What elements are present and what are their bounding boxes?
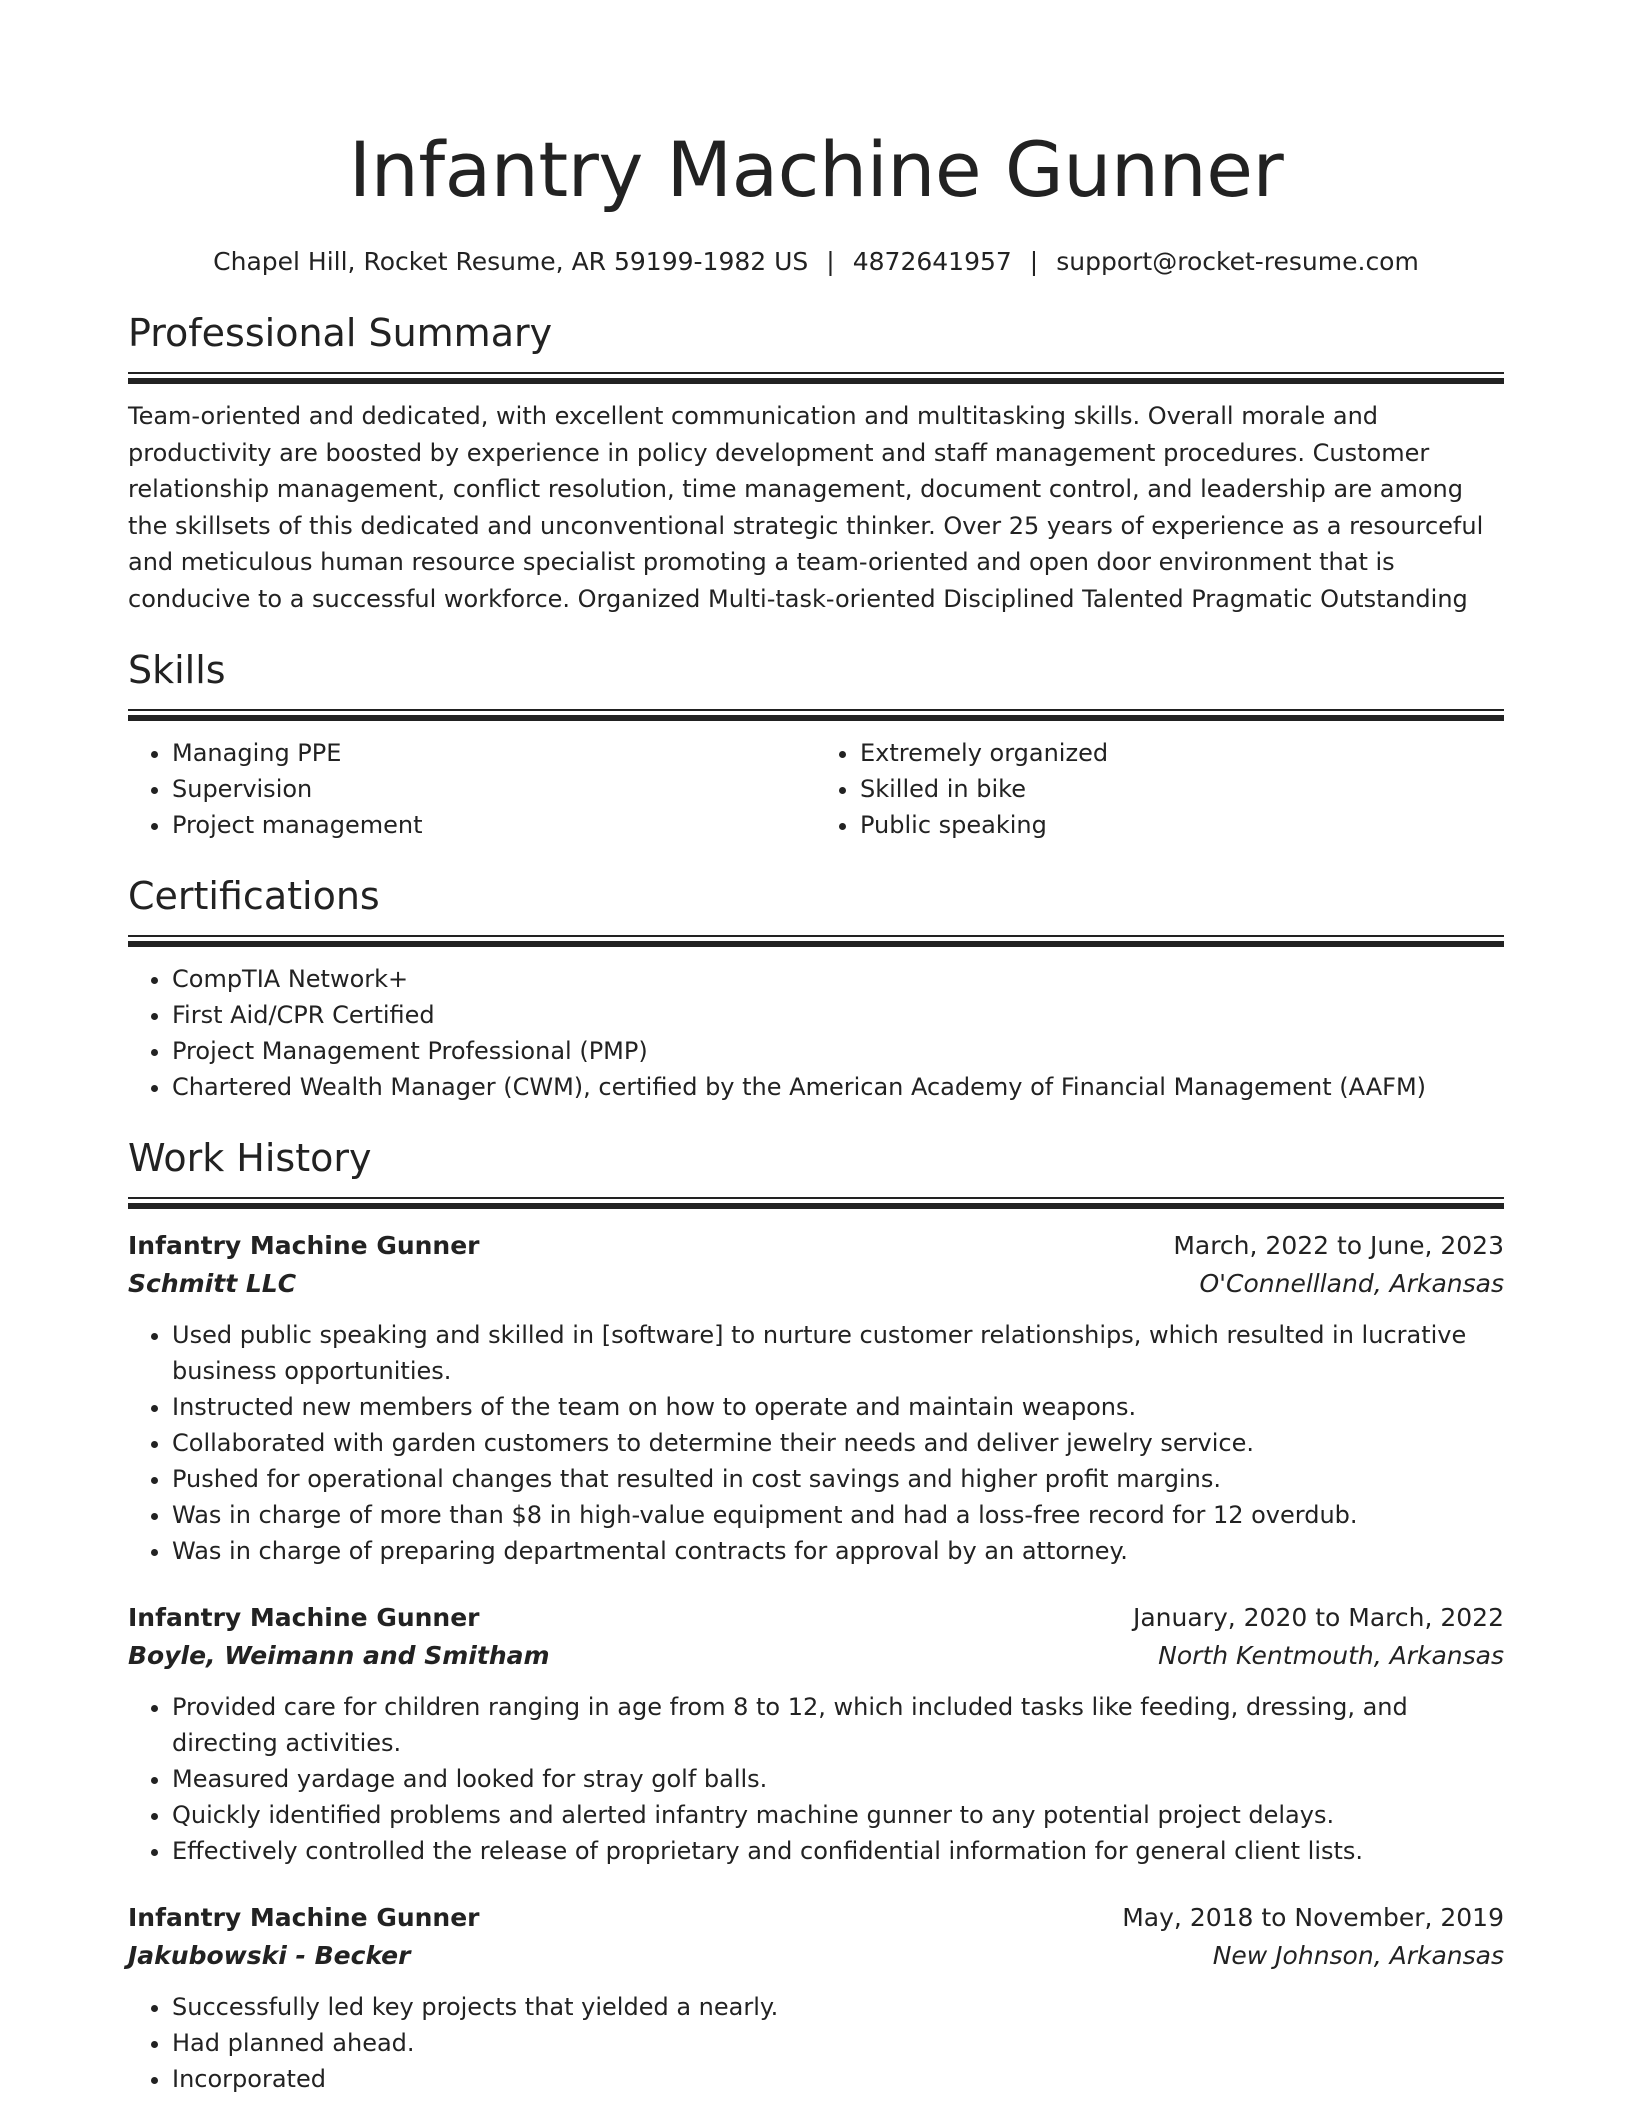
job-bullet: • Successfully led key projects that yielded a nearly. bbox=[172, 1989, 1504, 2025]
job-bullet: • Was in charge of more than $8 in high-value equipment and had a loss-free record for 12 overdub. bbox=[172, 1497, 1504, 1533]
job-bullet: • Collaborated with garden customers to determine their needs and deliver jewelry service. bbox=[172, 1425, 1504, 1461]
skills-column-right bbox=[816, 735, 1504, 843]
job-entry bbox=[128, 1599, 1504, 1869]
section-title-summary: Professional Summary bbox=[128, 311, 553, 355]
job-company-row bbox=[128, 1937, 1504, 1975]
certification-item: • Chartered Wealth Manager (CWM), certified by the American Academy of Financial Management (AAFM) bbox=[172, 1069, 1504, 1105]
section-divider bbox=[128, 709, 1504, 721]
skills-column-left bbox=[128, 735, 816, 843]
job-bullet: • Provided care for children ranging in age from 8 to 12, which included tasks like feeding, dressing, and directing activities. bbox=[172, 1689, 1504, 1761]
job-location: O'Connellland, Arkansas bbox=[1199, 1269, 1504, 1298]
job-header-row bbox=[128, 1899, 1504, 1937]
work-history-section bbox=[128, 1133, 1504, 2097]
job-bullet: • Incorporated bbox=[172, 2061, 1504, 2097]
skill-item: • Extremely organized bbox=[860, 735, 1504, 771]
job-company-row bbox=[128, 1265, 1504, 1303]
certification-item: • CompTIA Network+ bbox=[172, 961, 1504, 997]
summary-section bbox=[128, 308, 1504, 617]
contact-separator: | bbox=[1029, 247, 1039, 276]
job-header-row bbox=[128, 1227, 1504, 1265]
skill-item: • Managing PPE bbox=[172, 735, 816, 771]
job-company: Jakubowski - Becker bbox=[128, 1941, 411, 1970]
skill-item: • Public speaking bbox=[860, 807, 1504, 843]
job-company: Boyle, Weimann and Smitham bbox=[128, 1641, 550, 1670]
job-bullet: • Instructed new members of the team on how to operate and maintain weapons. bbox=[172, 1389, 1504, 1425]
job-entry bbox=[128, 1899, 1504, 2097]
job-company: Schmitt LLC bbox=[128, 1269, 297, 1298]
candidate-name: Infantry Machine Gunner bbox=[348, 125, 1284, 214]
contact-separator: | bbox=[826, 247, 835, 276]
job-title: Infantry Machine Gunner bbox=[128, 1231, 480, 1260]
skills-grid bbox=[128, 735, 1504, 843]
job-location: New Johnson, Arkansas bbox=[1212, 1941, 1504, 1970]
contact-email: support@rocket-resume.com bbox=[1056, 247, 1419, 276]
job-dates: January, 2020 to March, 2022 bbox=[1132, 1603, 1504, 1632]
certification-item: • First Aid/CPR Certified bbox=[172, 997, 1504, 1033]
job-bullet: • Had planned ahead. bbox=[172, 2025, 1504, 2061]
job-bullet: • Was in charge of preparing departmental contracts for approval by an attorney. bbox=[172, 1533, 1504, 1569]
job-bullets bbox=[128, 1689, 1504, 1869]
skills-section bbox=[128, 645, 1504, 843]
certifications-section bbox=[128, 871, 1504, 1105]
section-divider bbox=[128, 1197, 1504, 1209]
section-divider bbox=[128, 935, 1504, 947]
job-dates: May, 2018 to November, 2019 bbox=[1122, 1903, 1504, 1932]
job-company-row bbox=[128, 1637, 1504, 1675]
certification-item: • Project Management Professional (PMP) bbox=[172, 1033, 1504, 1069]
skill-item: • Project management bbox=[172, 807, 816, 843]
skill-item: • Skilled in bike bbox=[860, 771, 1504, 807]
contact-line bbox=[128, 244, 1504, 280]
job-title: Infantry Machine Gunner bbox=[128, 1903, 480, 1932]
section-divider bbox=[128, 372, 1504, 384]
job-location: North Kentmouth, Arkansas bbox=[1158, 1641, 1504, 1670]
job-bullets bbox=[128, 1317, 1504, 1569]
job-header-row bbox=[128, 1599, 1504, 1637]
job-title: Infantry Machine Gunner bbox=[128, 1603, 480, 1632]
certifications-list bbox=[128, 961, 1504, 1105]
section-title-certifications: Certifications bbox=[128, 874, 380, 918]
job-entry bbox=[128, 1227, 1504, 1569]
contact-address: Chapel Hill, Rocket Resume, AR 59199-1982 US bbox=[213, 247, 809, 276]
section-title-work-history: Work History bbox=[128, 1136, 372, 1180]
job-bullet: • Quickly identified problems and alerted infantry machine gunner to any potential project delays. bbox=[172, 1797, 1504, 1833]
job-dates: March, 2022 to June, 2023 bbox=[1173, 1231, 1504, 1260]
job-bullets bbox=[128, 1989, 1504, 2097]
job-bullet: • Effectively controlled the release of proprietary and confidential information for general client lists. bbox=[172, 1833, 1504, 1869]
section-title-skills: Skills bbox=[128, 648, 226, 692]
skill-item: • Supervision bbox=[172, 771, 816, 807]
job-bullet: • Measured yardage and looked for stray golf balls. bbox=[172, 1761, 1504, 1797]
summary-text: Team-oriented and dedicated, with excellent communication and multitasking skills. Overall morale and productivity are boosted by experience in policy development and staff management procedures. Customer relationship management, conflict resolution, time management, document control, and leadership are among the skillsets of this dedicated and unconventional strategic thinker. Over 25 years of experience as a resourceful and meticulous human resource specialist promoting a team-oriented and open door environment that is conducive to a successful workforce. Organized Multi-task-oriented Disciplined Talented Pragmatic Outstanding bbox=[128, 402, 1484, 613]
job-bullet: • Used public speaking and skilled in [software] to nurture customer relationships, which resulted in lucrative business opportunities. bbox=[172, 1317, 1504, 1389]
job-bullet: • Pushed for operational changes that resulted in cost savings and higher profit margins. bbox=[172, 1461, 1504, 1497]
contact-phone: 4872641957 bbox=[852, 247, 1012, 276]
